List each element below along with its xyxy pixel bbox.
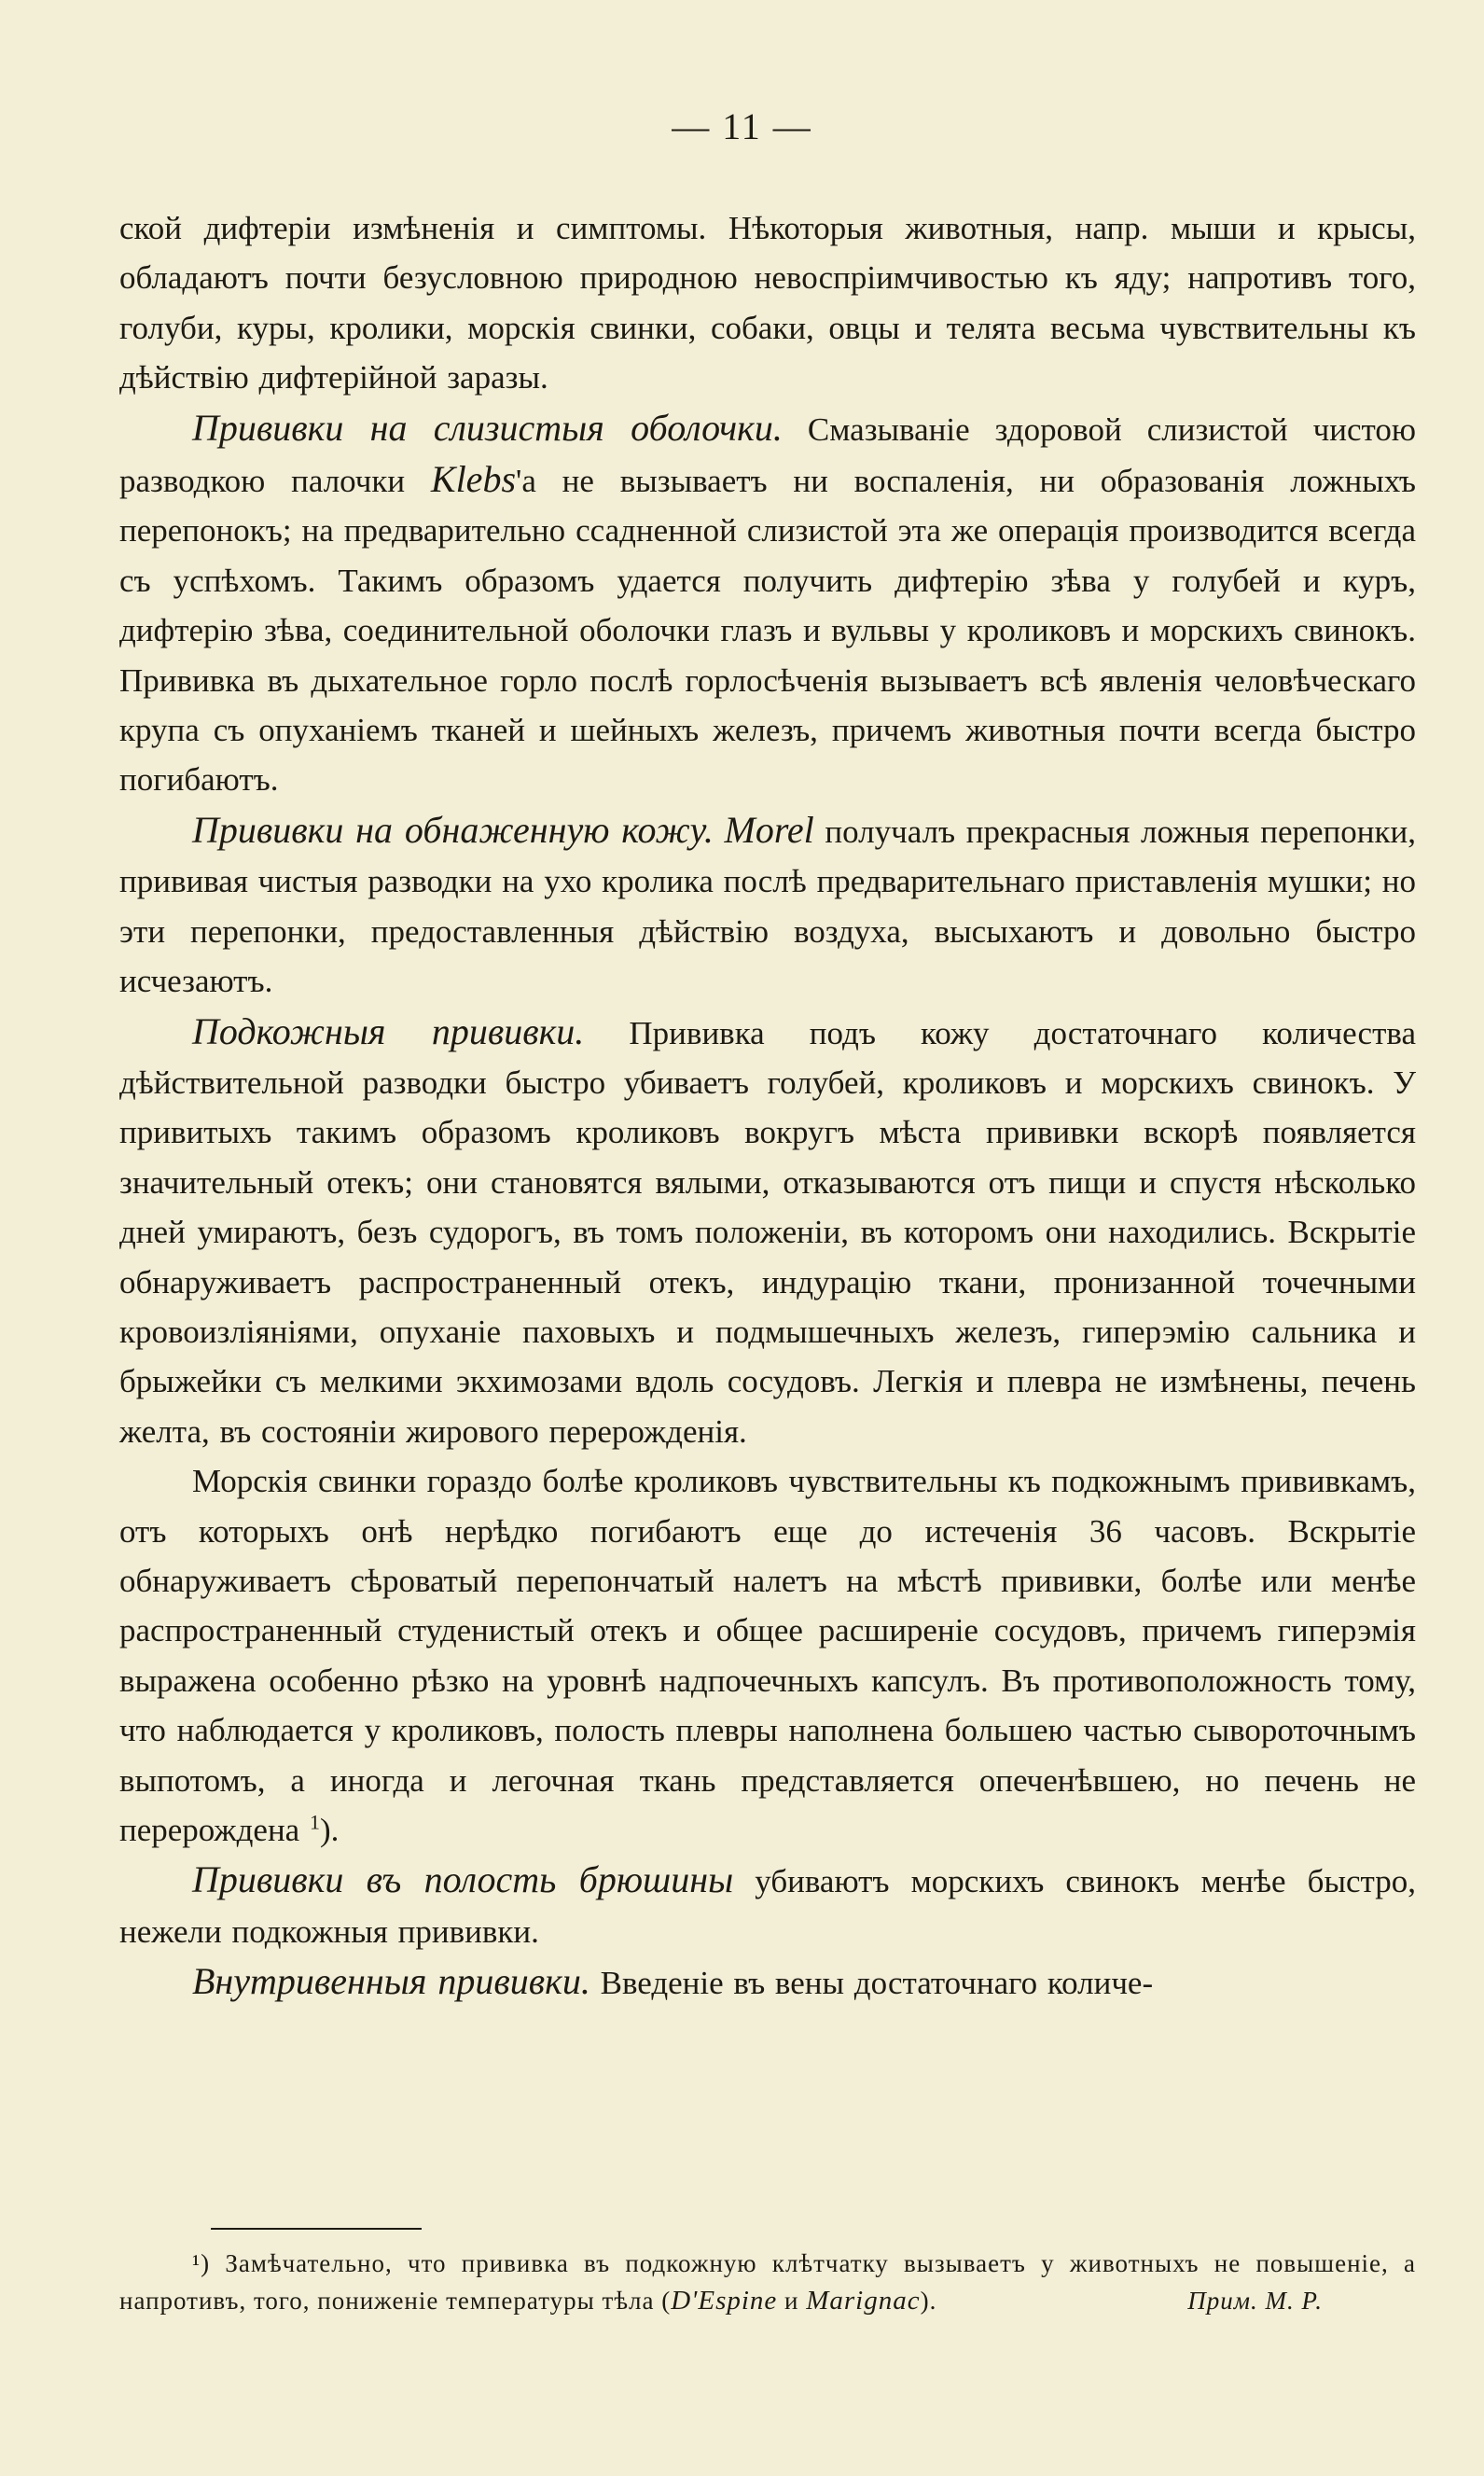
author-name-morel: Morel: [724, 808, 814, 851]
author-name-klebs: Klebs: [430, 458, 517, 501]
text: Смазываніе здоровой слизистой чистою разводкою палочки: [119, 410, 1416, 500]
section-heading-intravenous: Внутривенныя прививки.: [192, 1960, 590, 2003]
text: ской дифтеріи измѣненія и симптомы. Нѣкоторыя животныя, напр. мыши и крысы, обладаютъ почти безусловною природною невоспріимчивостью къ яду; напротивъ того, голуби, куры, кролики, морскія свинки, собаки, овцы и телята весьма чувствительны къ дѣйствію дифтерійной заразы.: [119, 210, 1416, 396]
paragraph-subcutaneous: [119, 1007, 1416, 1457]
text: убиваютъ морскихъ свинокъ менѣе быстро, нежели подкожныя прививки.: [119, 1863, 1416, 1950]
footnote-marker: ¹): [192, 2249, 211, 2277]
text: ).: [920, 2287, 937, 2315]
translator-note-signature: Прим. М. Р.: [1187, 2287, 1323, 2315]
text: Введеніе въ вены достаточнаго количе-: [589, 1965, 1154, 2002]
section-heading-peritoneum: Прививки въ полость брюшины: [192, 1858, 734, 1901]
footnote-ref: 1: [309, 1810, 320, 1834]
paragraph-mucosa: [119, 403, 1416, 805]
paragraph-continued: [119, 203, 1416, 403]
text: Прививка подъ кожу достаточнаго количества дѣйствительной разводки быстро убиваетъ голубей, кроликовъ и морскихъ свинокъ. У привитыхъ такимъ образомъ кроликовъ вокругъ мѣста прививки вскорѣ появляется значительный отекъ; они становятся вялыми, отказываются отъ пищи и спустя нѣсколько дней умираютъ, безъ судорогъ, въ томъ положеніи, въ которомъ они находились. Вскрытіе обнаруживаетъ распространенный отекъ, индурацію ткани, пронизанной точечными кровоизліяніями, опуханіе паховыхъ и подмышечныхъ железъ, гиперэмію сальника и брыжейки съ мелкими экхимозами вдоль сосудовъ. Легкія и плевра не измѣнены, печень желта, въ состояніи жирового перерожденія.: [119, 1014, 1416, 1450]
section-heading-subcutaneous: Подкожныя прививки.: [192, 1009, 585, 1052]
paragraph-skin: [119, 805, 1416, 1007]
author-name-despine: D'Espine: [671, 2286, 778, 2316]
page-number: — 11 —: [672, 105, 812, 147]
main-text: [119, 203, 1416, 2009]
footnote: [119, 2245, 1416, 2319]
text: получалъ прекрасныя ложныя перепонки, прививая чистыя разводки на ухо кролика послѣ предварительнаго приставленія мушки; но эти перепонки, предоставленныя дѣйствію воздуха, высыхаютъ и довольно быстро исчезаютъ.: [119, 813, 1417, 1000]
footnote-divider: [211, 2228, 422, 2230]
paragraph-intravenous: [119, 1956, 1416, 2008]
paragraph-guinea-pigs: [119, 1456, 1416, 1855]
section-heading-mucosa: Прививки на слизистыя оболочки.: [192, 406, 783, 449]
text: и: [777, 2287, 807, 2315]
section-heading-skin: Прививки на обнаженную кожу.: [192, 808, 714, 851]
text: ).: [319, 1812, 340, 1848]
text: Замѣчательно, что прививка въ подкожную клѣтчатку вызываетъ у животныхъ не повышеніе, а напротивъ, того, пониженіе температуры тѣла (: [119, 2249, 1416, 2315]
author-name-marignac: Marignac: [806, 2286, 921, 2316]
text: Морскія свинки гораздо болѣе кроликовъ чувствительны къ подкожнымъ прививкамъ, отъ которыхъ онѣ нерѣдко погибаютъ еще до истеченія 36 часовъ. Вскрытіе обнаруживаетъ сѣроватый перепончатый налетъ на мѣстѣ прививки, болѣе или менѣе распространенный студенистый отекъ и общее расширеніе сосудовъ, причемъ гиперэмія выражена особенно рѣзко на уровнѣ надпочечныхъ капсулъ. Въ противоположность тому, что наблюдается у кроликовъ, полость плевры наполнена большею частью сывороточнымъ выпотомъ, а иногда и легочная ткань представляется опеченѣвшею, но печень не перерождена: [119, 1463, 1416, 1848]
text: 'а не вызываетъ ни воспаленія, ни образованія ложныхъ перепонокъ; на предварительно ссадненной слизистой эта же операція производится всегда съ успѣхомъ. Такимъ образомъ удается получить дифтерію зѣва у голубей и куръ, дифтерію зѣва, соединительной оболочки глазъ и вульвы у кроликовъ и морскихъ свинокъ. Прививка въ дыхательное горло послѣ горлосѣченія вызываетъ всѣ явленія человѣческаго крупа съ опуханіемъ тканей и шейныхъ железъ, причемъ животныя почти всегда быстро погибаютъ.: [119, 463, 1416, 799]
paragraph-peritoneum: [119, 1855, 1416, 1956]
footnote-text: [119, 2245, 1416, 2319]
